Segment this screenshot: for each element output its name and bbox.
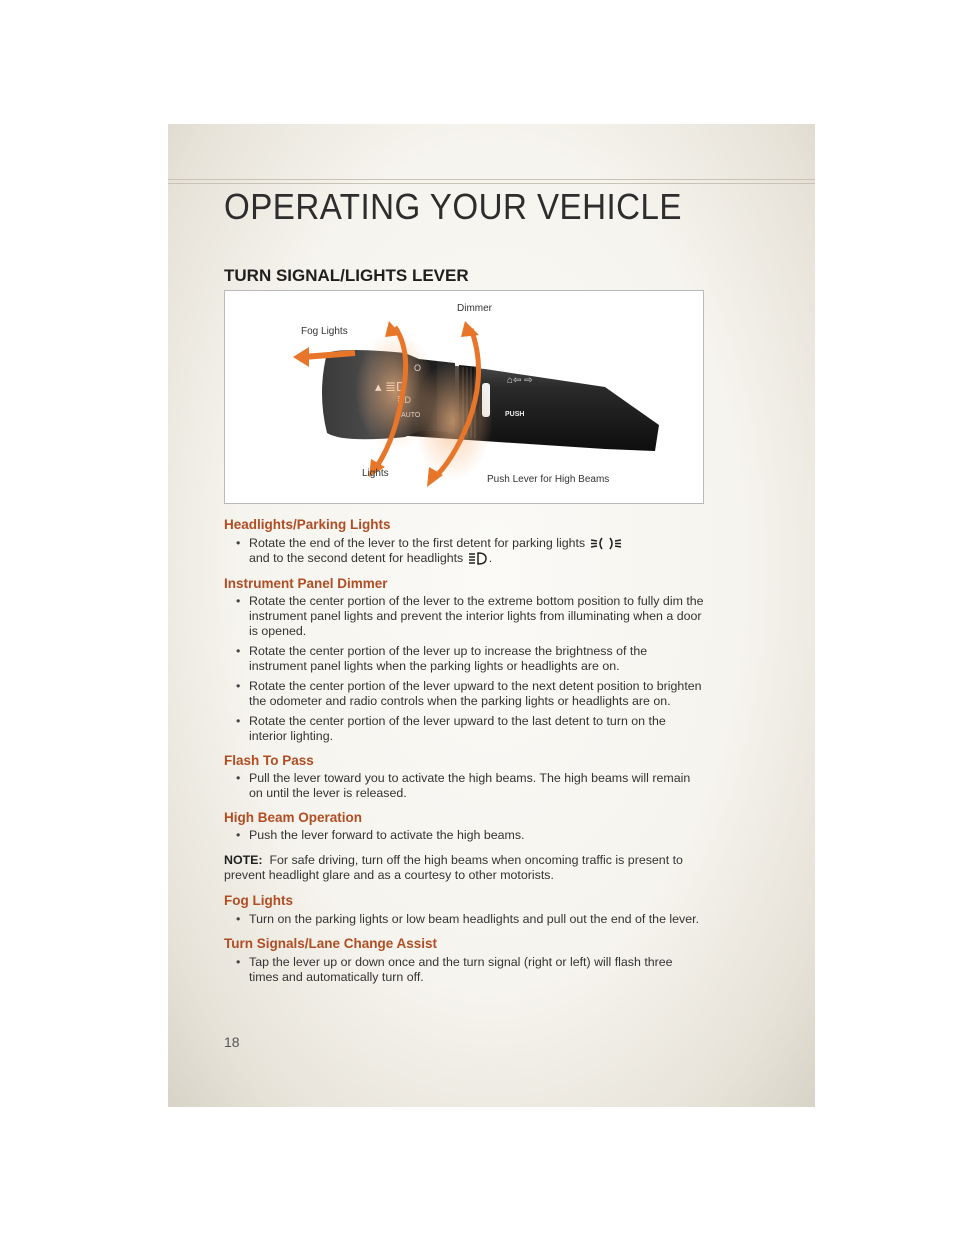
headlights-list [224, 536, 704, 566]
turn-list [224, 955, 704, 985]
list-item: • Rotate the center portion of the lever upward to the last detent to turn on the interior lighting. [224, 714, 704, 744]
page-number: 18 [224, 1034, 240, 1050]
flash-list [224, 771, 704, 801]
fog-heading: Fog Lights [224, 893, 293, 909]
list-item: • Pull the lever toward you to activate the high beams. The high beams will remain on until the lever is released. [224, 771, 704, 801]
highbeam-list [224, 828, 704, 843]
list-item: • Rotate the center portion of the lever upward to the next detent position to brighten the odometer and radio controls when the parking lights or headlights are on. [224, 679, 704, 709]
headlights-icon [467, 551, 489, 566]
parking-lights-icon [589, 536, 623, 551]
fog-arrow [303, 353, 355, 357]
flash-heading: Flash To Pass [224, 753, 314, 769]
note-text: For safe driving, turn off the high beams when oncoming traffic is present to prevent headlight glare and as a courtesy to other motorists. [224, 853, 683, 883]
dimmer-heading: Instrument Panel Dimmer [224, 576, 388, 592]
list-item: • Tap the lever up or down once and the turn signal (right or left) will flash three times and automatically turn off. [224, 955, 704, 985]
note-label: NOTE: [224, 853, 263, 868]
header-rule [168, 179, 815, 180]
svg-text:⌂⇦ ⇨: ⌂⇦ ⇨ [507, 375, 533, 386]
header-rule-2 [168, 183, 815, 184]
lever-illustration [225, 291, 703, 503]
lever-figure [224, 290, 704, 504]
fog-list [224, 912, 704, 927]
dimmer-list [224, 594, 704, 744]
highbeam-note [224, 853, 704, 883]
list-item: • Rotate the center portion of the lever to the extreme bottom position to fully dim the instrument panel lights and prevent the interior lights from illuminating when a door is opened. [224, 594, 704, 639]
list-item: • Rotate the end of the lever to the first detent for parking lights and to the second detent for headlights . [224, 536, 704, 566]
label-push-lever: Push Lever for High Beams [487, 474, 610, 485]
list-item: • Turn on the parking lights or low beam headlights and pull out the end of the lever. [224, 912, 704, 927]
svg-text:PUSH: PUSH [505, 411, 525, 418]
highbeam-heading: High Beam Operation [224, 810, 363, 826]
content [224, 517, 704, 985]
chapter-title: OPERATING YOUR VEHICLE [224, 186, 682, 227]
label-dimmer: Dimmer [457, 303, 492, 314]
list-item: • Push the lever forward to activate the high beams. [224, 828, 704, 843]
section-title: TURN SIGNAL/LIGHTS LEVER [224, 266, 469, 285]
label-lights: Lights [362, 468, 389, 479]
label-fog-lights: Fog Lights [301, 326, 348, 337]
turn-heading: Turn Signals/Lane Change Assist [224, 936, 438, 952]
list-item: • Rotate the center portion of the lever up to increase the brightness of the instrument panel lights when the parking lights or headlights are on. [224, 644, 704, 674]
headlights-heading: Headlights/Parking Lights [224, 517, 391, 532]
